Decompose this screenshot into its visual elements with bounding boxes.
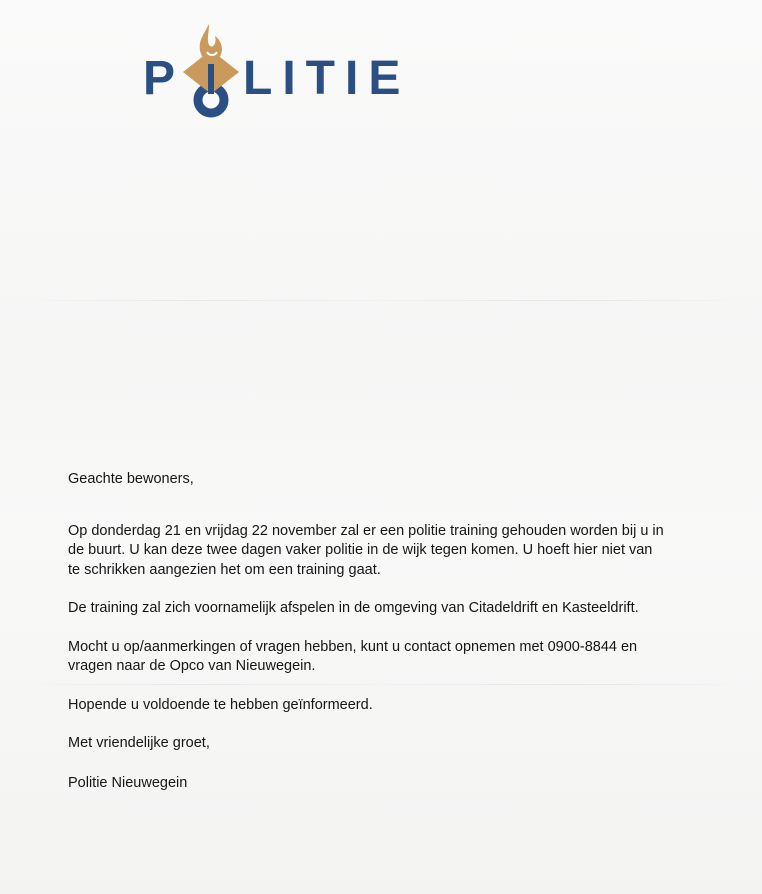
svg-text:P: P [143, 52, 176, 105]
letter-paragraph: Mocht u op/aanmerkingen of vragen hebben, kunt u contact opnemen met 0900-8844 en vragen naar de Opco van Nieuwegein. [68, 638, 638, 674]
paper-fold [0, 300, 762, 301]
letter-signature: Politie Nieuwegein [68, 774, 188, 791]
letter-salutation: Geachte bewoners, [68, 471, 194, 487]
politie-logo [143, 20, 423, 120]
svg-text:LITIE: LITIE [243, 52, 411, 105]
logo-stem [208, 64, 214, 94]
letter-paragraph: De training zal zich voornamelijk afspelen in de omgeving van Citadeldrift en Kasteeldrift. [68, 600, 639, 616]
politie-logo-graphic [143, 20, 423, 120]
letter-paragraph: Op donderdag 21 en vrijdag 22 november zal er een politie training gehouden worden bij u in de buurt. U kan deze twee dagen vaker politie in de wijk tegen komen. U hoeft hier niet van te schrikken aangezien het om een training gaat. [68, 522, 664, 578]
letter-closing: Met vriendelijke groet, [68, 735, 210, 751]
letter-paragraph: Hopende u voldoende te hebben geïnformeerd. [68, 696, 373, 713]
letter-body [68, 470, 668, 793]
